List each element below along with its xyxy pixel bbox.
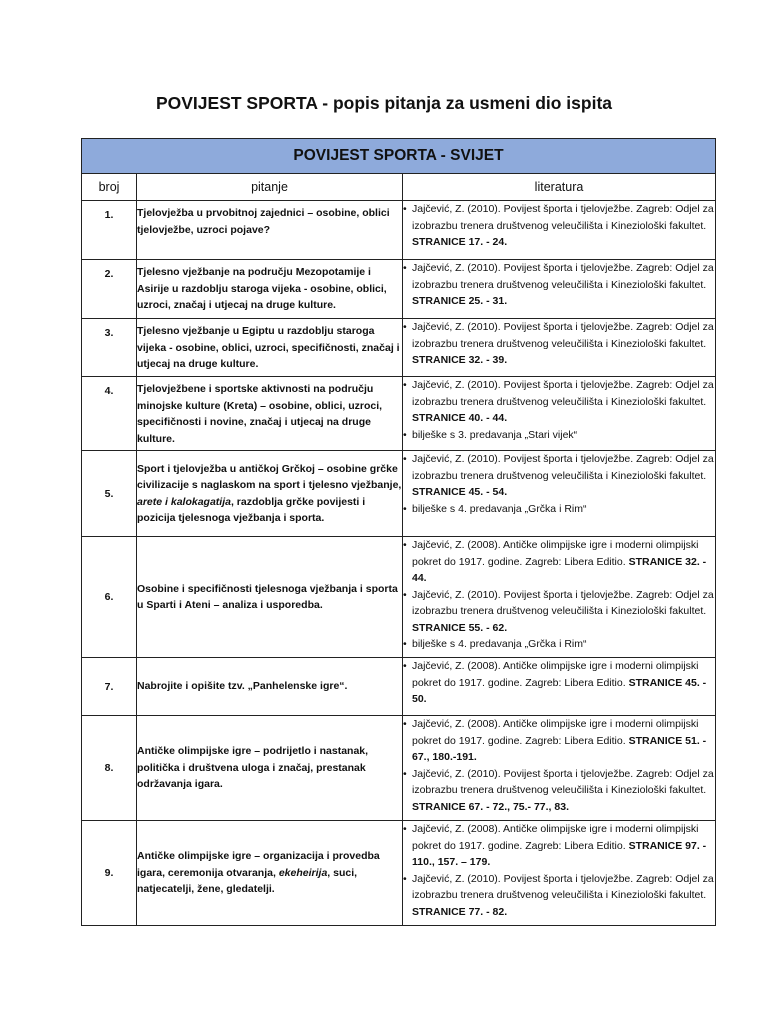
row-number: 9. (82, 821, 137, 926)
literature-item: • Jajčević, Z. (2010). Povijest športa i tjelovježbe. Zagreb: Odjel za izobrazbu trenera društvenog veleučilišta i Kineziološki fakultet. STRANICE 77. - 82. (403, 871, 715, 921)
question-text: Nabrojite i opišite tzv. „Panhelenske igre“. (137, 658, 403, 716)
question-text: Tjelovježba u prvobitnoj zajednici – osobine, oblici tjelovježbe, uzroci pojave? (137, 201, 403, 260)
table-row (82, 201, 716, 260)
table-row (82, 658, 716, 716)
literature-item: • bilješke s 4. predavanja „Grčka i Rim“ (403, 501, 715, 518)
question-text: Tjelesno vježbanje u Egiptu u razdoblju staroga vijeka - osobine, oblici, uzroci, specifičnosti, značaj i utjecaj na druge kulture. (137, 319, 403, 377)
document-title: POVIJEST SPORTA - popis pitanja za usmeni dio ispita (155, 93, 613, 113)
questions-table (81, 138, 716, 926)
literature-cell (403, 377, 716, 451)
row-number: 7. (82, 658, 137, 716)
column-header-literatura: literatura (403, 174, 716, 201)
literature-item: • Jajčević, Z. (2010). Povijest športa i tjelovježbe. Zagreb: Odjel za izobrazbu trenera društvenog veleučilišta i Kineziološki fakultet. STRANICE 32. - 39. (403, 319, 715, 369)
literature-item: • Jajčević, Z. (2008). Antičke olimpijske igre i moderni olimpijski pokret do 1917. godine. Zagreb: Libera Editio. STRANICE 32. - 44. (403, 537, 715, 587)
table-row (82, 716, 716, 821)
literature-cell (403, 260, 716, 319)
literature-item: • Jajčević, Z. (2010). Povijest športa i tjelovježbe. Zagreb: Odjel za izobrazbu trenera društvenog veleučilišta i Kineziološki fakultet. STRANICE 40. - 44. (403, 377, 715, 427)
row-number: 8. (82, 716, 137, 821)
table-row (82, 260, 716, 319)
literature-item: • Jajčević, Z. (2010). Povijest športa i tjelovježbe. Zagreb: Odjel za izobrazbu trenera društvenog veleučilišta i Kineziološki fakultet. STRANICE 17. - 24. (403, 201, 715, 251)
literature-item: • bilješke s 4. predavanja „Grčka i Rim“ (403, 636, 715, 653)
literature-cell (403, 658, 716, 716)
table-title-band: POVIJEST SPORTA - SVIJET (82, 139, 716, 174)
table-row (82, 537, 716, 658)
table-row (82, 451, 716, 537)
table-row (82, 319, 716, 377)
literature-cell (403, 716, 716, 821)
row-number: 5. (82, 451, 137, 537)
question-text: Sport i tjelovježba u antičkoj Grčkoj – osobine grčke civilizacije s naglaskom na sport i tjelesno vježbanje, arete i kalokagatija, razdoblja grčke povijesti i pozicija tjelesnoga vježbanja i sporta. (137, 451, 403, 537)
literature-item: • Jajčević, Z. (2008). Antičke olimpijske igre i moderni olimpijski pokret do 1917. godine. Zagreb: Libera Editio. STRANICE 97. - 110., 157. – 179. (403, 821, 715, 871)
table-row (82, 821, 716, 926)
row-number: 3. (82, 319, 137, 377)
literature-cell (403, 821, 716, 926)
literature-item: • Jajčević, Z. (2010). Povijest športa i tjelovježbe. Zagreb: Odjel za izobrazbu trenera društvenog veleučilišta i Kineziološki fakultet. STRANICE 55. - 62. (403, 587, 715, 637)
row-number: 2. (82, 260, 137, 319)
column-header-broj: broj (82, 174, 137, 201)
literature-item: • Jajčević, Z. (2008). Antičke olimpijske igre i moderni olimpijski pokret do 1917. godine. Zagreb: Libera Editio. STRANICE 45. - 50. (403, 658, 715, 708)
literature-cell (403, 319, 716, 377)
row-number: 6. (82, 537, 137, 658)
literature-item: • bilješke s 3. predavanja „Stari vijek“ (403, 427, 715, 444)
literature-cell (403, 537, 716, 658)
literature-item: • Jajčević, Z. (2010). Povijest športa i tjelovježbe. Zagreb: Odjel za izobrazbu trenera društvenog veleučilišta i Kineziološki fakultet. STRANICE 45. - 54. (403, 451, 715, 501)
column-header-pitanje: pitanje (137, 174, 403, 201)
row-number: 1. (82, 201, 137, 260)
question-text: Antičke olimpijske igre – podrijetlo i nastanak, politička i društvena uloga i značaj, prestanak održavanja igara. (137, 716, 403, 821)
row-number: 4. (82, 377, 137, 451)
literature-cell (403, 201, 716, 260)
question-text: Tjelesno vježbanje na području Mezopotamije i Asirije u razdoblju staroga vijeka - osobine, oblici, uzroci, značaj i utjecaj na druge kulture. (137, 260, 403, 319)
table-row (82, 377, 716, 451)
literature-item: • Jajčević, Z. (2008). Antičke olimpijske igre i moderni olimpijski pokret do 1917. godine. Zagreb: Libera Editio. STRANICE 51. - 67., 180.-191. (403, 716, 715, 766)
literature-cell (403, 451, 716, 537)
literature-item: • Jajčević, Z. (2010). Povijest športa i tjelovježbe. Zagreb: Odjel za izobrazbu trenera društvenog veleučilišta i Kineziološki fakultet. STRANICE 25. - 31. (403, 260, 715, 310)
column-header-row (82, 174, 716, 201)
question-text: Osobine i specifičnosti tjelesnoga vježbanja i sporta u Sparti i Ateni – analiza i usporedba. (137, 537, 403, 658)
question-text: Antičke olimpijske igre – organizacija i provedba igara, ceremonija otvaranja, ekeheirija, suci, natjecatelji, žene, gledatelji. (137, 821, 403, 926)
question-text: Tjelovježbene i sportske aktivnosti na području minojske kulture (Kreta) – osobine, oblici, uzroci, specifičnosti i novine, značaj i utjecaj na druge kulture. (137, 377, 403, 451)
literature-item: • Jajčević, Z. (2010). Povijest športa i tjelovježbe. Zagreb: Odjel za izobrazbu trenera društvenog veleučilišta i Kineziološki fakultet. STRANICE 67. - 72., 75.- 77., 83. (403, 766, 715, 816)
